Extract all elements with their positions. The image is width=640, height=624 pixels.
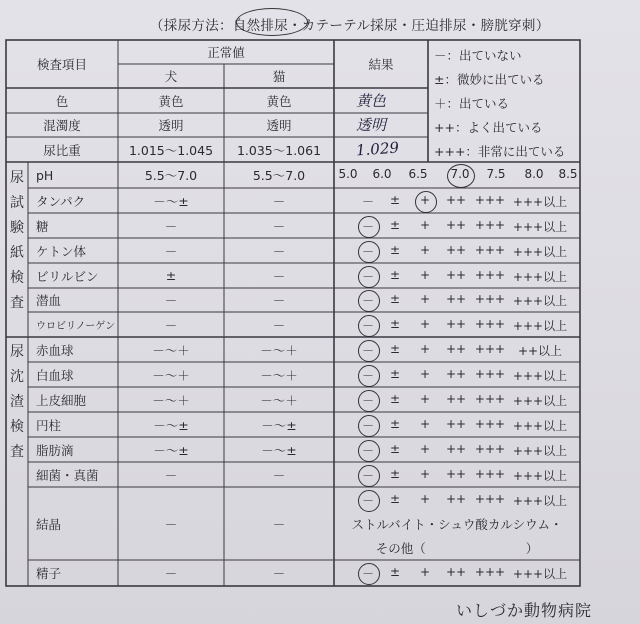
row-normal-dog: － [164, 317, 178, 333]
grade-scale-value: +++ [474, 466, 506, 481]
selected-result-circle [358, 490, 380, 512]
ph-scale-value: 7.5 [486, 167, 506, 181]
grade-scale-value: +++ [474, 242, 506, 257]
row-normal-cat: － [272, 218, 286, 234]
grade-scale-value: + [419, 217, 431, 232]
grade-scale-value: +++ [474, 267, 506, 282]
row-item-name: 脂肪滴 [36, 442, 74, 458]
row-color-dog: 黄色 [158, 93, 184, 109]
row-normal-dog: －～＋ [152, 367, 190, 383]
grade-scale-value: ± [389, 192, 401, 207]
collection-method-line: （採尿方法：自然排尿・カテーテル採尿・圧迫排尿・膀胱穿刺） [150, 18, 550, 34]
row-normal-dog: － [164, 516, 178, 532]
grade-scale-value: ± [389, 292, 401, 306]
row-normal-cat: － [272, 268, 286, 284]
legend-present: ＋：出ている [434, 96, 510, 111]
selected-result-circle [358, 315, 380, 337]
grade-scale-value: +++以上 [512, 294, 568, 308]
grade-scale-value: +++ [474, 292, 506, 306]
grade-scale-value: + [419, 441, 431, 456]
row-normal-cat: － [272, 193, 286, 209]
grade-scale-value: + [419, 366, 431, 381]
grade-scale-value: ++ [445, 292, 467, 306]
selected-result-circle [358, 415, 380, 437]
selected-result-circle [415, 191, 437, 213]
grade-scale-value: +++以上 [512, 393, 568, 408]
grade-scale-value: ++ [445, 267, 467, 282]
grade-scale-value: + [419, 341, 431, 356]
grade-scale-value: + [419, 316, 431, 331]
grade-scale-value: ++ [445, 391, 467, 406]
grade-scale-value: +++以上 [512, 269, 568, 284]
row-normal-cat: － [272, 293, 286, 308]
ph-scale-value: 6.5 [408, 167, 428, 181]
ph-scale-value: 8.0 [524, 167, 544, 181]
grade-scale-value: ± [389, 391, 401, 406]
grade-scale-value: + [419, 466, 431, 481]
selected-result-circle [358, 440, 380, 462]
row-item-name: 細菌・真菌 [36, 467, 99, 483]
grade-scale-value: +++以上 [512, 468, 568, 483]
legend-slight: ±：微妙に出ている [434, 72, 545, 87]
grade-scale-value: +++ [474, 316, 506, 331]
grade-scale-value: － [361, 294, 375, 308]
grade-scale-value: + [419, 267, 431, 282]
grade-scale-value: +++以上 [512, 194, 568, 209]
grade-scale-value: － [361, 244, 375, 259]
row-color-cat: 黄色 [266, 93, 292, 109]
grade-scale-value: ± [389, 217, 401, 232]
grade-scale-value: ++ [445, 565, 467, 579]
grade-scale-value: + [419, 391, 431, 406]
grade-scale-value: +++以上 [512, 368, 568, 383]
row-normal-cat: －～± [261, 417, 297, 433]
row-normal-dog: － [164, 293, 178, 308]
grade-scale-value: ± [389, 341, 401, 356]
ph-scale-value: 7.0 [450, 167, 470, 181]
grade-scale-value: ± [389, 267, 401, 282]
selected-result-circle [358, 465, 380, 487]
row-normal-cat: － [272, 516, 286, 532]
grade-scale-value: +++ [474, 341, 506, 356]
grade-scale-value: ++ [445, 341, 467, 356]
grade-scale-value: ± [389, 416, 401, 431]
row-item-name: 潜血 [36, 293, 62, 308]
row-normal-dog: － [164, 467, 178, 483]
grade-scale-value: +++ [474, 217, 506, 232]
grade-scale-value: － [361, 393, 375, 408]
row-item-name: タンパク [36, 193, 86, 209]
legend-much: ++：よく出ている [434, 120, 543, 135]
row-item-name: pH [36, 167, 54, 183]
grade-scale-value: － [361, 368, 375, 383]
hospital-name: いしづか動物病院 [456, 601, 593, 620]
grade-scale-value: ++ [445, 416, 467, 431]
row-item-name: 白血球 [36, 367, 74, 383]
row-normal-cat: － [272, 317, 286, 333]
row-item-name: 円柱 [36, 417, 62, 433]
row-normal-dog: －～± [153, 442, 189, 458]
grade-scale-value: ± [389, 242, 401, 257]
header-cat: 猫 [272, 69, 286, 84]
grade-scale-value: +++ [474, 491, 506, 506]
grade-scale-value: +++ [474, 366, 506, 381]
grade-scale-value: ++ [445, 441, 467, 456]
ph-scale-value: 5.0 [338, 167, 358, 181]
row-color-name: 色 [55, 93, 69, 109]
row-item-name: 結晶 [36, 516, 62, 532]
grade-scale-value: +++以上 [512, 418, 568, 433]
legend-very-much: +++：非常に出ている [434, 144, 566, 159]
header-item: 検査項目 [36, 57, 87, 72]
selected-result-circle [358, 340, 380, 362]
grade-scale-value: ++ [445, 217, 467, 232]
grade-scale-value: ± [389, 366, 401, 381]
grade-scale-value: +++以上 [512, 493, 568, 508]
grade-scale-value: － [361, 567, 375, 581]
grade-scale-value: ± [389, 316, 401, 331]
header-dog: 犬 [164, 69, 178, 84]
group-label-sediment: 尿 沈 渣 検 査 [10, 344, 24, 460]
row-turbidity-dog: 透明 [158, 118, 184, 133]
row-color-result: 黄色 [356, 92, 387, 110]
row-normal-cat: －～＋ [260, 342, 298, 358]
grade-scale-value: +++以上 [512, 443, 568, 458]
grade-scale-value: ± [389, 441, 401, 456]
selected-result-circle [358, 390, 380, 412]
row-normal-dog: －～＋ [152, 342, 190, 358]
row-normal-dog: － [164, 218, 178, 234]
crystal-types-line: ストルバイト・シュウ酸カルシウム・ [351, 517, 563, 532]
row-turbidity-cat: 透明 [266, 118, 292, 133]
row-turbidity-name: 混濁度 [43, 118, 81, 133]
grade-scale-value: +++以上 [512, 318, 568, 333]
selected-result-circle [447, 164, 475, 188]
grade-scale-value: － [361, 418, 375, 433]
grade-scale-value: － [361, 443, 375, 458]
header-normal: 正常値 [207, 45, 245, 60]
row-normal-dog: － [164, 243, 178, 259]
grade-scale-value: ++ [445, 316, 467, 331]
grade-scale-value: － [361, 269, 375, 284]
selected-result-circle [358, 290, 380, 312]
grade-scale-value: + [419, 242, 431, 257]
row-normal-dog: ± [165, 268, 177, 283]
row-sg-dog: 1.015～1.045 [128, 142, 214, 158]
row-item-name: 赤血球 [36, 342, 74, 358]
grade-scale-value: ± [389, 565, 401, 579]
row-item-name: 精子 [36, 566, 62, 581]
grade-scale-value: ++ [445, 242, 467, 257]
row-normal-cat: －～＋ [260, 367, 298, 383]
grade-scale-value: + [419, 416, 431, 431]
ph-scale-value: 8.5 [558, 167, 578, 181]
grade-scale-value: ++ [445, 491, 467, 506]
row-normal-cat: － [272, 467, 286, 483]
row-item-name: ビリルビン [36, 268, 99, 284]
header-result: 結果 [368, 57, 394, 72]
row-normal-cat: － [272, 243, 286, 259]
grade-scale-value: － [361, 493, 375, 508]
row-sg-cat: 1.035～1.061 [236, 142, 322, 158]
row-item-name: ウロビリノーゲン [36, 321, 116, 332]
row-normal-cat: －～＋ [260, 392, 298, 408]
row-normal-cat: 5.5～7.0 [252, 168, 306, 183]
grade-scale-value: － [361, 468, 375, 483]
row-normal-dog: －～± [153, 193, 189, 209]
selected-result-circle [358, 365, 380, 387]
selected-result-circle [358, 216, 380, 238]
grade-scale-value: － [361, 194, 375, 209]
row-normal-dog: 5.5～7.0 [144, 168, 198, 183]
row-normal-dog: －～＋ [152, 392, 190, 408]
grade-scale-value: +++以上 [512, 219, 568, 234]
grade-scale-value: + [419, 491, 431, 506]
selected-result-circle [358, 241, 380, 263]
grade-scale-value: ++ [445, 366, 467, 381]
grade-scale-value: +++以上 [512, 244, 568, 259]
grade-scale-value: +++ [474, 391, 506, 406]
row-normal-dog: － [164, 566, 178, 581]
grade-scale-value: +++ [474, 565, 506, 579]
grade-scale-value: － [361, 318, 375, 333]
grade-scale-value: + [419, 565, 431, 579]
grade-scale-value: － [361, 219, 375, 234]
row-item-name: ケトン体 [36, 243, 87, 259]
row-normal-cat: －～± [261, 442, 297, 458]
grade-scale-value: +++以上 [512, 567, 568, 581]
grade-scale-value: +++ [474, 441, 506, 456]
grade-scale-value: ++ [445, 192, 467, 207]
grade-scale-value: +++ [474, 192, 506, 207]
row-sg-result: 1.029 [355, 138, 400, 160]
legend-none: －：出ていない [434, 48, 522, 63]
selected-result-circle [358, 563, 380, 585]
row-normal-dog: －～± [153, 417, 189, 433]
grade-scale-value: ± [389, 466, 401, 481]
grade-scale-value: +++ [474, 416, 506, 431]
grade-scale-value: － [361, 343, 375, 358]
selected-result-circle [358, 266, 380, 288]
row-turbidity-result: 透明 [356, 116, 387, 134]
ph-scale-value: 6.0 [372, 167, 392, 181]
row-item-name: 糖 [36, 218, 49, 234]
group-label-test-paper: 尿 試 験 紙 検 査 [10, 170, 24, 311]
grade-scale-value: ± [389, 491, 401, 506]
row-sg-name: 尿比重 [43, 142, 81, 158]
row-normal-cat: － [272, 566, 286, 581]
crystal-other-line: その他（ ） [375, 541, 539, 556]
grade-scale-value: + [419, 192, 431, 207]
grade-scale-value: ++以上 [517, 343, 563, 358]
row-item-name: 上皮細胞 [36, 392, 87, 408]
grade-scale-value: + [419, 292, 431, 306]
grade-scale-value: ++ [445, 466, 467, 481]
